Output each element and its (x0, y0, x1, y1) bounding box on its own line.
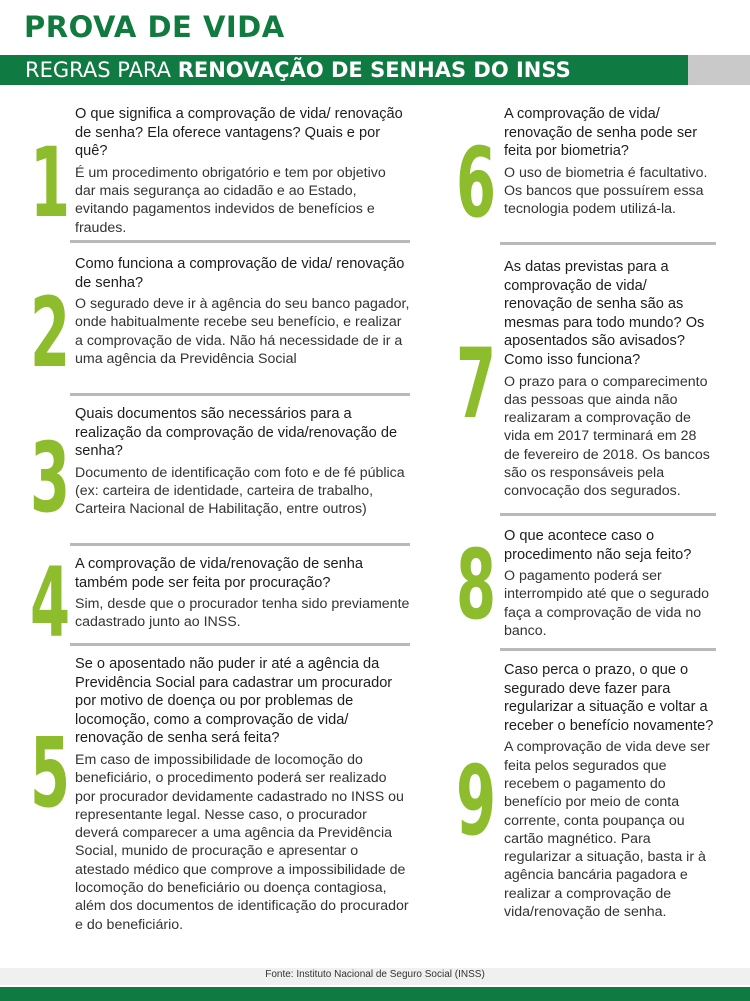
item-answer: O uso de biometria é facultativo. Os bancos que possuírem essa tecnologia podem utilizá-la. (504, 164, 708, 218)
item-question: A comprovação de vida/ renovação de senha pode ser feita por biometria? (504, 106, 698, 160)
item-answer: O pagamento poderá ser interrompido até que o segurado faça a comprovação de vida no banco. (504, 568, 710, 640)
separator (70, 643, 410, 646)
separator (500, 513, 716, 516)
item-number: 5 (30, 717, 71, 829)
item-question: O que significa a comprovação de vida/ renovação de senha? Ela oferece vantagens? Quais e por quê? (75, 106, 403, 160)
item-number: 7 (456, 328, 497, 440)
item-answer: Sim, desde que o procurador tenha sido previamente cadastrado junto ao INSS. (75, 596, 410, 631)
item-question: O que acontece caso o procedimento não seja feito? (504, 528, 692, 563)
item-number: 3 (30, 422, 71, 534)
separator (70, 240, 410, 243)
subtitle-light: REGRAS PARA (25, 58, 178, 82)
item-question: As datas previstas para a comprovação de vida/ renovação de senha são as mesmas para todo mundo? Os aposentados são avisados? Como isso funciona? (504, 259, 705, 368)
item-number: 6 (456, 127, 497, 239)
item-answer: O segurado deve ir à agência do seu banco pagador, onde habitualmente recebe seu benefício, e realizar a comprovação de vida. Não há necessidade de ir a uma agência da Previdência Social (75, 296, 410, 368)
item-answer: A comprovação de vida deve ser feita pelos segurados que recebem o pagamento do benefício por meio de conta corrente, conta poupança ou cartão magnético. Para regularizar a situação, basta ir à agência bancária pagadora e realizar a comprovação de vida/renovação de senha. (504, 739, 710, 921)
item-answer: O prazo para o comparecimento das pessoas que ainda não realizaram a comprovação de vida em 2017 terminará em 28 de fevereiro de 2018. Os bancos são os responsáveis pela convocação dos segurados. (504, 373, 710, 500)
item-answer: É um procedimento obrigatório e tem por objetivo dar mais segurança ao cidadão e ao Estado, evitando pagamentos indevidos de benefícios e fraudes. (75, 164, 386, 236)
item-question: Quais documentos são necessários para a realização da comprovação de vida/renovação de senha? (75, 406, 398, 460)
subtitle-banner-green (0, 55, 688, 85)
source-note: Fonte: Instituto Nacional de Seguro Social (INSS) (265, 969, 485, 980)
item-answer: Em caso de impossibilidade de locomoção do beneficiário, o procedimento poderá ser realizado por procurador devidamente cadastrado no INSS ou representante legal. Nesse caso, o procurador deverá comparecer a uma agência da Previdência Social, munido de procuração e apresentar o atestado médico que comprove a impossibilidade de locomoção do beneficiário ou doença contagiosa, além dos documentos de identificação do procurador e do beneficiário. (75, 751, 409, 933)
item-number: 1 (30, 127, 71, 239)
bottom-green-bar (0, 987, 750, 1001)
subtitle-banner (0, 55, 750, 85)
item-question: Como funciona a comprovação de vida/ renovação de senha? (75, 256, 405, 291)
item-question: Se o aposentado não puder ir até a agência da Previdência Social para cadastrar um procurador por motivo de doença ou por problemas de locomoção, como a comprovação de vida/ renovação de senha será feita? (75, 656, 393, 747)
item-question: Caso perca o prazo, o que o segurado deve fazer para regularizar a situação e voltar a receber o benefício novamente? (504, 662, 714, 734)
item-number: 9 (456, 745, 497, 857)
item-answer: Documento de identificação com foto e de fé pública (ex: carteira de identidade, carteira de trabalho, Carteira Nacional de Habilitação, entre outros) (75, 464, 405, 518)
item-number: 4 (30, 547, 71, 659)
separator (500, 648, 716, 651)
item-number: 2 (30, 277, 71, 389)
item-number: 8 (456, 529, 497, 641)
item-question: A comprovação de vida/renovação de senha também pode ser feita por procuração? (75, 556, 364, 591)
separator (70, 393, 410, 396)
page-title: PROVA DE VIDA (24, 10, 285, 44)
separator (70, 543, 410, 546)
subtitle-bold: RENOVAÇÃO DE SENHAS DO INSS (177, 58, 571, 82)
separator (500, 242, 716, 245)
